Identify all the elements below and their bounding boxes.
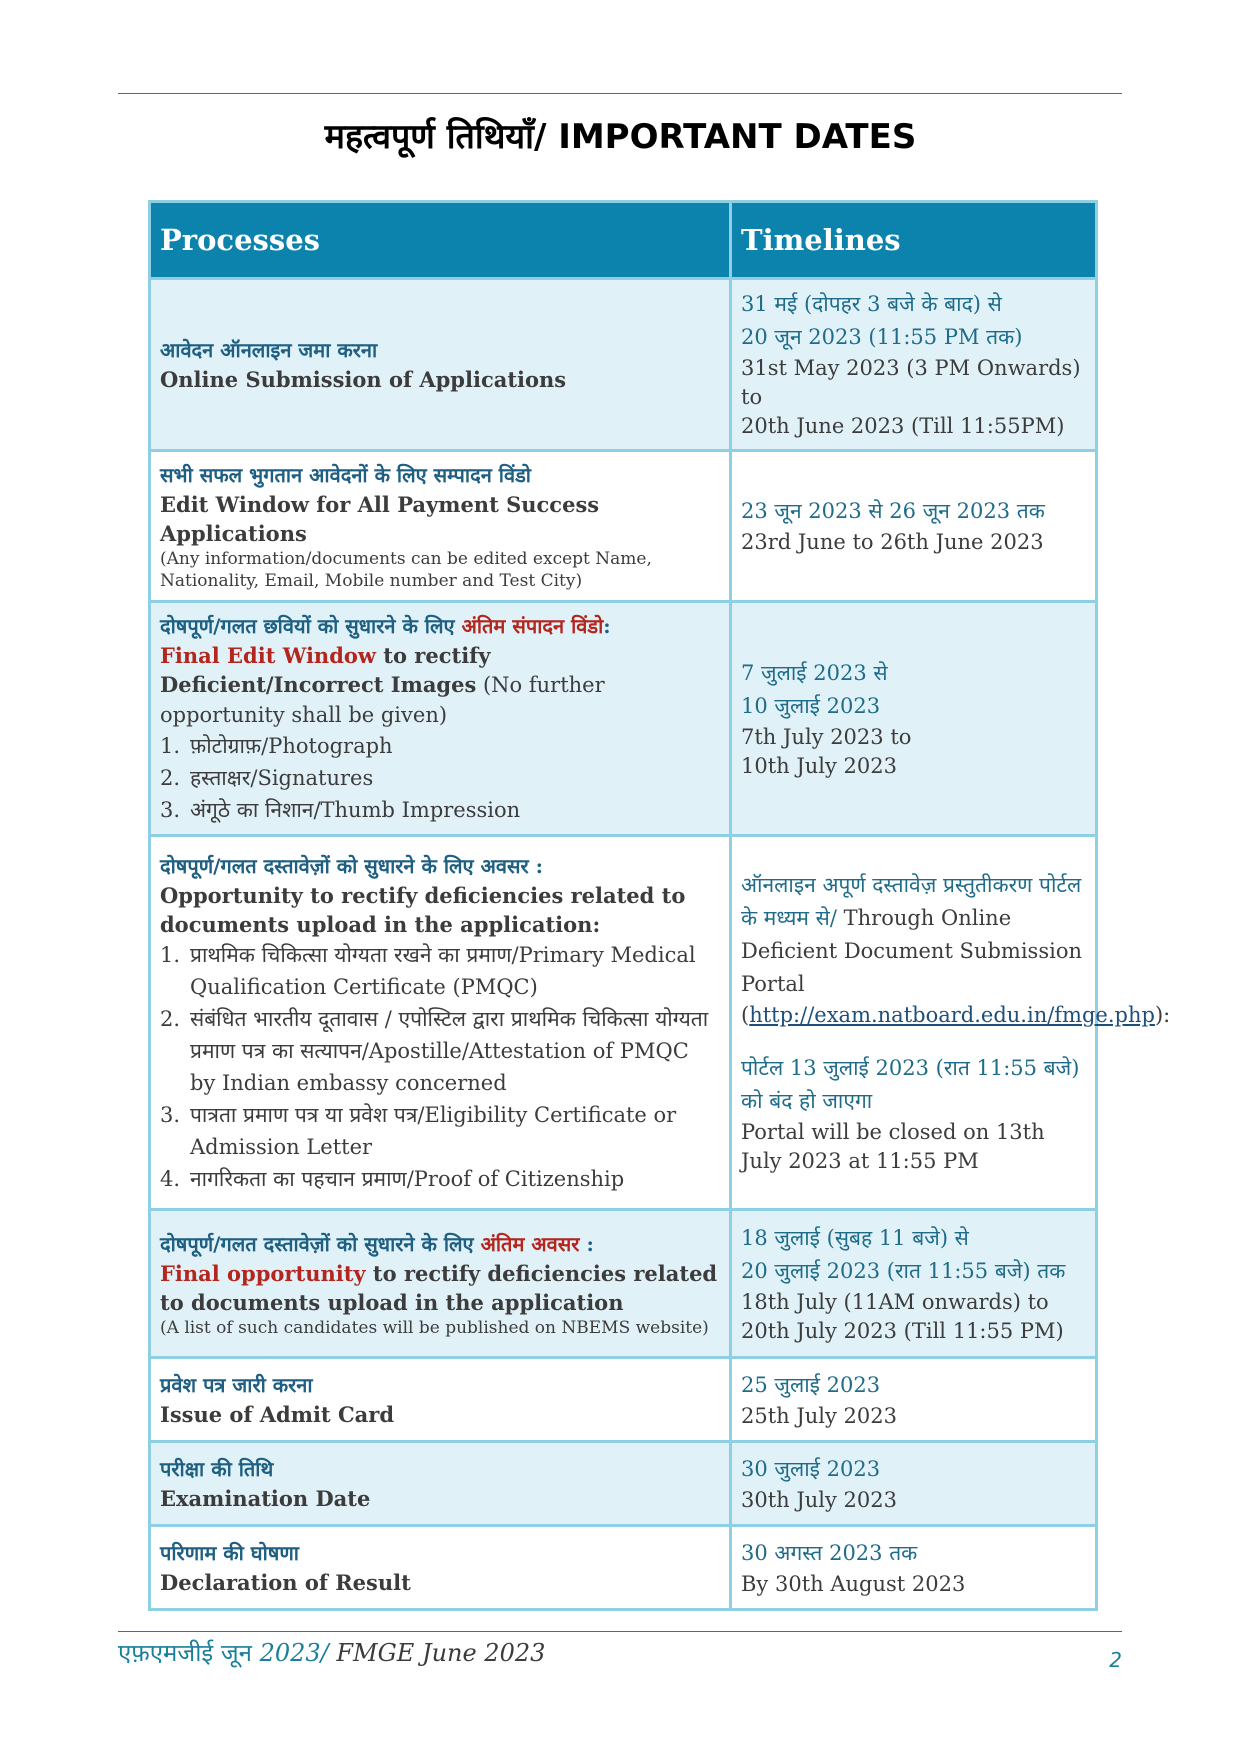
timeline-cell xyxy=(731,836,1171,1210)
process-english: Final opportunity to rectify deficiencies related to documents upload in the application xyxy=(160,1260,718,1315)
timeline-hindi: 7 जुलाई 2023 से xyxy=(741,660,888,685)
table-header-row xyxy=(150,202,1097,279)
list-item: 1. प्राथमिक चिकित्सा योग्यता रखने का प्रमाण/Primary Medical Qualification Certificate (PMQC) xyxy=(160,942,696,999)
process-english: Declaration of Result xyxy=(160,1570,411,1595)
process-cell xyxy=(150,1526,731,1610)
process-hindi: प्रवेश पत्र जारी करना xyxy=(160,1373,313,1397)
process-cell xyxy=(150,1358,731,1442)
table-row xyxy=(150,602,1097,836)
footer-label xyxy=(118,1636,545,1669)
timeline-hindi: 30 अगस्त 2023 तक xyxy=(741,1540,918,1565)
timeline-hindi: पोर्टल 13 जुलाई 2023 (रात 11:55 बजे) को बंद हो जाएगा xyxy=(741,1056,1080,1113)
timeline-cell xyxy=(731,1526,1097,1610)
timeline-english: 10th July 2023 xyxy=(741,753,898,778)
timeline-cell xyxy=(731,1358,1097,1442)
important-dates-table xyxy=(148,200,1171,1611)
table-row xyxy=(150,836,1097,1210)
list-item: 3. अंगूठे का निशान/Thumb Impression xyxy=(160,798,521,822)
process-english: Opportunity to rectify deficiencies related to documents upload in the application: xyxy=(160,882,686,937)
process-english: Examination Date xyxy=(160,1486,371,1511)
process-english: Final Edit Window to rectify Deficient/Incorrect Images (No further opportunity shall be given) xyxy=(160,643,605,727)
page-number: 2 xyxy=(1109,1648,1122,1672)
portal-link-line: (http://exam.natboard.edu.in/fmge.php): xyxy=(741,1003,1171,1027)
timeline-english: 30th July 2023 xyxy=(741,1487,898,1512)
timeline-cell xyxy=(731,451,1097,602)
process-hindi: दोषपूर्ण/गलत दस्तावेज़ों को सुधारने के लिए अंतिम अवसर : xyxy=(160,1231,594,1256)
timeline-english: Portal will be closed on 13th July 2023 at 11:55 PM xyxy=(741,1120,1045,1173)
timeline-english: 20th July 2023 (Till 11:55 PM) xyxy=(741,1318,1064,1343)
page-title: महत्वपूर्ण तिथियाँ/ IMPORTANT DATES xyxy=(324,117,917,157)
process-note: (A list of such candidates will be published on NBEMS website) xyxy=(160,1317,709,1338)
list-item: 3. पात्रता प्रमाण पत्र या प्रवेश पत्र/Eligibility Certificate or Admission Letter xyxy=(160,1102,677,1159)
timeline-hindi: 25 जुलाई 2023 xyxy=(741,1372,881,1397)
table-row xyxy=(150,1210,1097,1358)
bottom-rule xyxy=(118,1631,1122,1632)
timelines-header: Timelines xyxy=(731,202,1097,279)
processes-header: Processes xyxy=(150,202,731,279)
process-cell xyxy=(150,602,731,836)
timeline-hindi: 30 जुलाई 2023 xyxy=(741,1456,881,1481)
timeline-english: By 30th August 2023 xyxy=(741,1571,966,1596)
timeline-hindi: 10 जुलाई 2023 xyxy=(741,693,881,718)
process-hindi: परीक्षा की तिथि xyxy=(160,1457,274,1481)
timeline-cell xyxy=(731,602,1097,836)
process-hindi: दोषपूर्ण/गलत दस्तावेज़ों को सुधारने के लिए अवसर : xyxy=(160,853,544,878)
timeline-english: 25th July 2023 xyxy=(741,1403,898,1428)
timeline-hindi: 18 जुलाई (सुबह 11 बजे) से xyxy=(741,1225,969,1250)
final-opportunity-label: Final opportunity xyxy=(160,1260,366,1286)
timeline-hindi: 31 मई (दोपहर 3 बजे के बाद) से xyxy=(741,292,1002,316)
table-row xyxy=(150,1358,1097,1442)
footer-hindi: एफ़एमजीई जून xyxy=(118,1639,260,1667)
timeline-english: 18th July (11AM onwards) to xyxy=(741,1289,1049,1314)
process-cell xyxy=(150,1442,731,1526)
list-item: 4. नागरिकता का पहचान प्रमाण/Proof of Citizenship xyxy=(160,1166,625,1191)
timeline-cell xyxy=(731,279,1097,451)
process-english: Edit Window for All Payment Success Applications xyxy=(160,492,600,546)
process-cell xyxy=(150,451,731,602)
timeline-english: 31st May 2023 (3 PM Onwards) to xyxy=(741,356,1081,409)
final-opportunity-hindi: अंतिम अवसर xyxy=(480,1231,580,1256)
final-edit-window-hindi: अंतिम संपादन विंडो xyxy=(461,614,604,638)
table-row xyxy=(150,1526,1097,1610)
table-row xyxy=(150,451,1097,602)
process-english: Issue of Admit Card xyxy=(160,1402,395,1427)
list-item: 1. फ़ोटोग्राफ़/Photograph xyxy=(160,734,393,758)
timeline-hindi: 23 जून 2023 से 26 जून 2023 तक xyxy=(741,499,1045,523)
timeline-cell xyxy=(731,1210,1097,1358)
table-row xyxy=(150,1442,1097,1526)
list-item: 2. संबंधित भारतीय दूतावास / एपोस्टिल द्वारा प्राथमिक चिकित्सा योग्यता प्रमाण पत्र का सत्यापन/Apostille/Attestation of PMQC by Indian embassy concerned xyxy=(160,1006,709,1095)
footer-english: FMGE June 2023 xyxy=(328,1639,546,1667)
portal-link[interactable]: http://exam.natboard.edu.in/fmge.php xyxy=(749,1003,1155,1027)
process-hindi: आवेदन ऑनलाइन जमा करना xyxy=(160,338,378,362)
top-rule xyxy=(118,93,1122,94)
process-note: (Any information/documents can be edited except Name, Nationality, Email, Mobile number and Test City) xyxy=(160,549,652,591)
table-row xyxy=(150,279,1097,451)
timeline-english: 23rd June to 26th June 2023 xyxy=(741,530,1044,554)
timeline-english: 7th July 2023 to xyxy=(741,724,912,749)
timeline-hindi: 20 जुलाई 2023 (रात 11:55 बजे) तक xyxy=(741,1258,1066,1283)
timeline-hindi: 20 जून 2023 (11:55 PM तक) xyxy=(741,325,1023,349)
process-cell xyxy=(150,836,731,1210)
timeline-hindi: ऑनलाइन अपूर्ण दस्तावेज़ प्रस्तुतीकरण पोर्टल के मध्यम से/ Through Online Deficient Document Submission Portal xyxy=(741,873,1082,996)
list-item: 2. हस्ताक्षर/Signatures xyxy=(160,766,374,790)
process-hindi: दोषपूर्ण/गलत छवियों को सुधारने के लिए अंतिम संपादन विंडो: xyxy=(160,614,611,638)
process-hindi: परिणाम की घोषणा xyxy=(160,1541,299,1565)
final-edit-window-label: Final Edit Window xyxy=(160,643,376,668)
process-english: Online Submission of Applications xyxy=(160,367,567,392)
timeline-cell xyxy=(731,1442,1097,1526)
process-cell xyxy=(150,279,731,451)
footer-year: 2023/ xyxy=(259,1639,329,1667)
process-cell xyxy=(150,1210,731,1358)
timeline-english: 20th June 2023 (Till 11:55PM) xyxy=(741,414,1065,438)
process-hindi: सभी सफल भुगतान आवेदनों के लिए सम्पादन विंडो xyxy=(160,463,531,487)
